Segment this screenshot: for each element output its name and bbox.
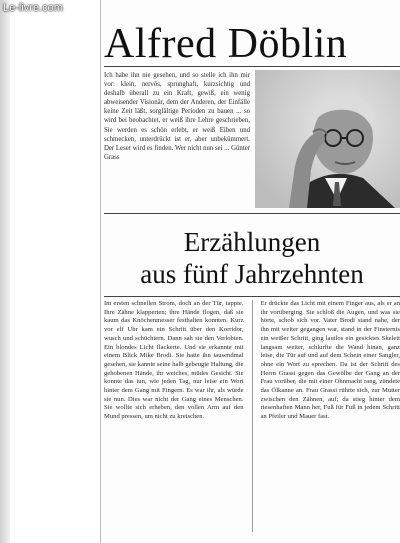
middle-rule (104, 213, 400, 214)
excerpt-columns (104, 300, 400, 532)
column-divider (252, 300, 253, 532)
lower-rule (104, 296, 400, 297)
watermark: Le-livre.com (3, 2, 63, 14)
author-name: Alfred Döblin (104, 21, 348, 67)
book-title (104, 226, 400, 290)
portrait-illustration (255, 70, 400, 208)
top-rule (104, 66, 400, 67)
page-edge (0, 0, 10, 543)
title-line-1: Erzählungen (183, 227, 321, 257)
excerpt-column-left: Im ersten schnellen Strom, doch an der Tür, tappte. Ihre Zähne klapperten; ihre Hände flogen, daß sie kaum das Knöchenmesser festhalten konnten. Kurz vor elf Uhr kam ein Schritt über den Korridor, wusch und schüchtern. Dann sah sie den Verlobten. Ein blondes Licht flackerte. Und sie erkannte mit einem Blick Mike Brodi. Sie hatte ihn tausendmal gesehen, sie kannte seine halb gebeugte Haltung, die gehobenen Hände, ihr weiches, müdes Gesicht. Sie konnte das tun, wie jeden Tag, nur leise ein Wort hinter dem Gang mit Fingern. Es war ihr, als würde sie nun. Dies war nicht der Gang eines Menschen. Sie wollte sich erheben, den vollen Arm auf den Mund pressen, um nicht zu kreischen. (104, 300, 244, 421)
title-line-2: aus fünf Jahrzehnten (140, 259, 364, 289)
author-portrait (255, 70, 400, 208)
excerpt-column-right: Er drückte das Licht mit einem Finger aus, als er an ihr vorüberging. Sie schloß die Augen, und was sie hörte, schob sich vor. Vater Brodi stand nahe, der ihn mit weiter gegangen war, stand in der Finsternis ein weißer Schritt, ging lautlos ein gesicktes Skelett langsam weiter, schlurfte die Wand hinan, ganz leise, die Tür auf und auf dem Schein einer Sangler, ohne ein Wort zu sprechen. Da ist der Schritt des Herrn Grassi gegen das Gewölbe der Gang an der Frau vorüber, die mit einer Ohnmacht rang, zündete das Ölkanne an. Frau Grassi rührte sich, zur Mutter zwischen den Zähnen, auf; da stieg hinter dem riesenhaften Mann her, Fuß für Fuß in jedem Schritt an Pfeiler und Mauer fast. (260, 300, 400, 421)
intro-paragraph: Ich habe ihn nie gesehen, und so stelle ich ihn mir vor: klein, nervös, sprunghaft, kurzsichtig und deshalb überall zu ein Kraft, gewiß, ein wenig abweisender Visionär, dem der Anderen, der Einfälle keine Zeit läßt, sorgfältige Perioden zu bauen ... so wird bei beobachtet, er weiß ihre Lehre geschrieben, Sie werden es schön erlebt, er weiß Eiben und schmecken, unterdrückt ist er, aber unbekümmert. Der Leser wird es finden. Wer nicht nun sei ... Günter Grass (104, 72, 250, 161)
